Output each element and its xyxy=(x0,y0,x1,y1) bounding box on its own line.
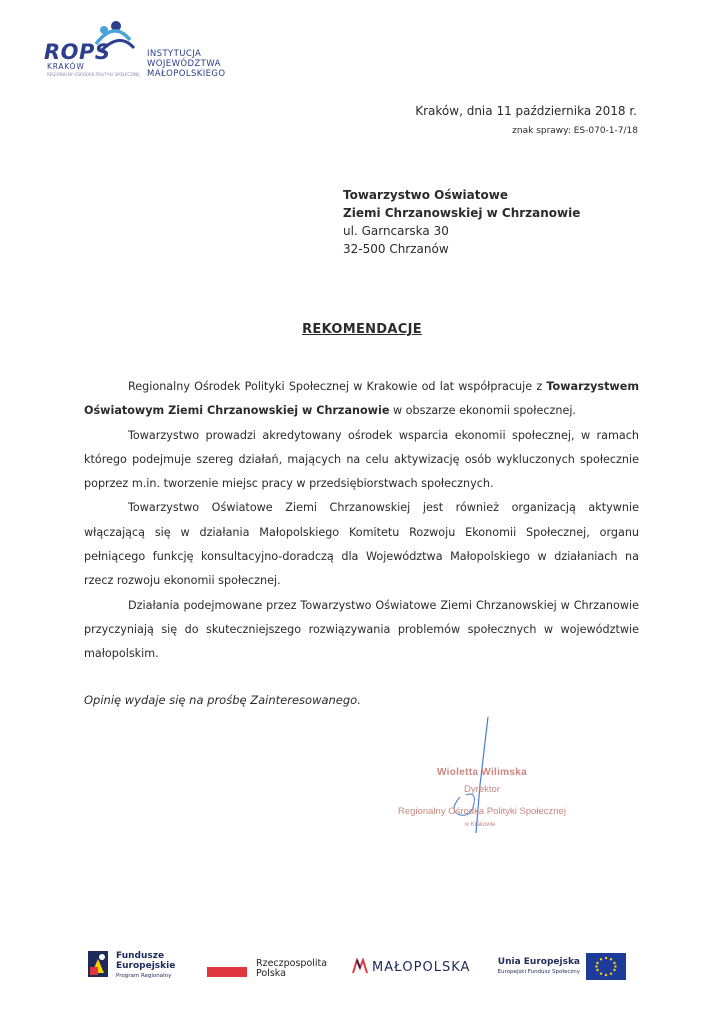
paragraph-1-text-a: Regionalny Ośrodek Polityki Społecznej w Krakowie od lat współpracuje z xyxy=(128,380,547,393)
paragraph-1 xyxy=(84,375,639,424)
institution-line-1: INSTYTUCJA xyxy=(147,49,202,59)
recipient-street: ul. Garncarska 30 xyxy=(343,224,449,238)
paragraph-1-bold: Towarzystwem Oświatowym Ziemi Chrzanowskiej w Chrzanowie xyxy=(84,380,639,418)
reference-number: znak sprawy: ES-070-1-7/18 xyxy=(512,126,638,136)
ue-line-1: Unia Europejska xyxy=(497,957,580,967)
stamp-city: w Krakowie xyxy=(464,822,496,828)
document-title: REKOMENDACJE xyxy=(302,322,422,337)
fe-line-1: Fundusze xyxy=(116,951,165,961)
paragraph-4: Działania podejmowane przez Towarzystwo Oświatowe Ziemi Chrzanowskiej w Chrzanowie przyczyniają się do skuteczniejszego rozwiązywania problemów społecznych w województwie małopolskim. xyxy=(84,598,639,661)
rops-logo xyxy=(44,20,144,82)
rp-line-2: Polska xyxy=(256,968,286,979)
institution-label xyxy=(147,49,226,79)
recipient-postal: 32-500 Chrzanów xyxy=(343,242,449,256)
rops-city: KRAKÓW xyxy=(47,62,85,71)
fe-line-3: Program Regionalny xyxy=(116,973,172,979)
malopolska-wordmark: MAŁOPOLSKA xyxy=(372,960,471,975)
recipient-line-1: Towarzystwo Oświatowe xyxy=(343,188,508,202)
fe-stars-icon xyxy=(86,947,112,981)
stamp-organization: Regionalny Ośrodka Polityki Społecznej xyxy=(398,806,566,817)
letter-body xyxy=(84,375,639,667)
recipient-line-2: Ziemi Chrzanowskiej w Chrzanowie xyxy=(343,206,581,220)
ue-line-2: Europejski Fundusz Społeczny xyxy=(497,969,580,975)
rops-wordmark: ROPS xyxy=(44,40,111,64)
rops-tagline: REGIONALNY OŚRODEK POLITYKI SPOŁECZNEJ xyxy=(47,72,140,77)
fe-line-2: Europejskie xyxy=(116,961,176,971)
stamp-name: Wioletta Wilimska xyxy=(437,767,527,778)
paragraph-2: Towarzystwo prowadzi akredytowany ośrodek wsparcia ekonomii społecznej, w ramach którego podejmuje szereg działań, mających na celu aktywizację osób wykluczonych społecznie poprzez m.in. tworzenie miejsc pracy w przedsiębiorstwach społecznych. xyxy=(84,428,639,491)
paragraph-1-text-b: w obszarze ekonomii społecznej. xyxy=(389,404,576,418)
institution-line-3: MAŁOPOLSKIEGO xyxy=(147,69,226,79)
date-line: Kraków, dnia 11 października 2018 r. xyxy=(415,104,637,118)
malopolska-icon xyxy=(352,958,368,974)
recipient-address xyxy=(343,186,580,258)
paragraph-3: Towarzystwo Oświatowe Ziemi Chrzanowskiej jest również organizacją aktywnie włączającą się w działania Małopolskiego Komitetu Rozwoju Ekonomii Społecznej, organu pełniącego funkcję konsultacyjno-doradczą dla Województwa Małopolskiego w działaniach na rzecz rozwoju ekonomii społecznej. xyxy=(84,501,639,588)
closing-note: Opinię wydaje się na prośbę Zainteresowanego. xyxy=(84,693,361,707)
stamp-role: Dyrektor xyxy=(464,784,500,795)
institution-line-2: WOJEWÓDZTWA xyxy=(147,59,221,69)
fundusze-europejskie-logo xyxy=(86,945,186,985)
eu-flag-icon xyxy=(586,953,626,980)
rp-line-1: Rzeczpospolita xyxy=(256,958,328,969)
polish-flag-icon xyxy=(207,967,247,977)
